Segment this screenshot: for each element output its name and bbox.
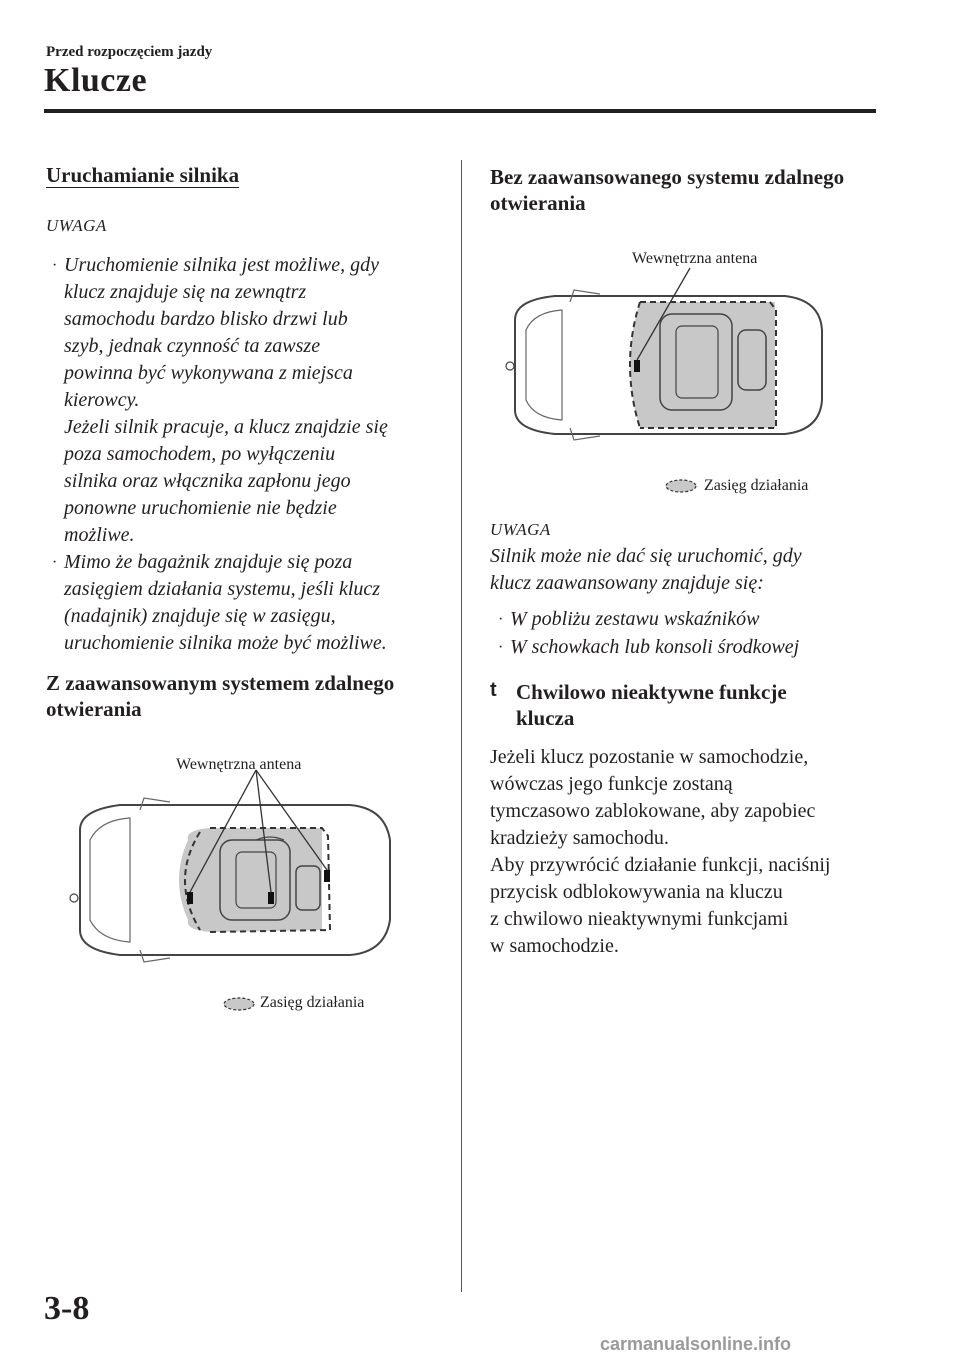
line: klucz znajduje się na zewnątrz [64,281,307,303]
figure-antenna-label: Wewnętrzna antena [176,756,302,773]
note-text [490,543,802,597]
note-bullet-1 [52,252,454,549]
line: Z zaawansowanym systemem zdalnego [46,671,395,695]
figure-range-label: Zasięg działania [260,994,365,1011]
bullet-dot: · [498,639,504,656]
line: silnika oraz włącznika zapłonu jego [64,470,351,492]
section-marker: t [490,679,497,701]
header-divider [44,109,876,113]
line: kierowcy. [64,389,140,411]
page-title: Klucze [44,62,148,99]
range-legend-icon [222,996,256,1012]
line: w samochodzie. [490,935,619,957]
line: wówczas jego funkcje zostaną [490,773,733,795]
line: uruchomienie silnika może być możliwe. [64,632,387,654]
line: otwierania [490,191,586,215]
subheading-advanced [46,670,394,722]
figure-antenna-label: Wewnętrzna antena [632,250,758,267]
line: z chwilowo nieaktywnymi funkcjami [490,908,789,930]
line: W schowkach lub konsoli środkowej [510,636,800,658]
note-bullet-1 [498,606,760,633]
bullet-dot: · [52,554,58,571]
section-header: Przed rozpoczęciem jazdy [46,44,213,60]
heading-no-advanced [490,164,844,216]
note-bullet-2 [498,634,800,661]
line: ponowne uruchomienie nie będzie [64,497,337,519]
line: przycisk odblokowywania na kluczu [490,881,783,903]
line: Mimo że bagażnik znajduje się poza [64,551,353,573]
line: Jeżeli silnik pracuje, a klucz znajdzie się [64,416,388,438]
car-figure-advanced [60,780,400,980]
bullet-dot: · [52,257,58,274]
page-number: 3-8 [44,1290,90,1327]
line: Jeżeli klucz pozostanie w samochodzie, [490,746,809,768]
line: klucza [516,706,575,730]
car-figure-basic [500,280,830,450]
note-bullet-2 [52,549,454,657]
line: Bez zaawansowanego systemu zdalnego [490,165,845,189]
bullet-dot: · [498,611,504,628]
note-label: UWAGA [46,216,107,235]
line: (nadajnik) znajduje się w zasięgu, [64,605,336,627]
line: szyb, jednak czynność ta zawsze [64,335,321,357]
line: otwierania [46,697,142,721]
line: Chwilowo nieaktywne funkcje [516,680,787,704]
line: powinna być wykonywana z miejsca [64,362,353,384]
figure-range-label: Zasięg działania [704,477,809,494]
body-text [490,744,890,960]
line: zasięgiem działania systemu, jeśli klucz [64,578,381,600]
line: możliwe. [64,524,135,546]
column-divider [461,160,462,1292]
heading-engine-start: Uruchamianie silnika [46,163,240,187]
line: klucz zaawansowany znajduje się: [490,572,764,594]
line: W pobliżu zestawu wskaźników [510,608,760,630]
line: poza samochodem, po wyłączeniu [64,443,336,465]
heading-inactive-functions [516,679,787,731]
line: Aby przywrócić działanie funkcji, naciśnij [490,854,831,876]
line: samochodu bardzo blisko drzwi lub [64,308,348,330]
watermark: carmanualsonline.info [600,1334,792,1354]
line: Silnik może nie dać się uruchomić, gdy [490,545,802,567]
note-label: UWAGA [490,520,551,539]
line: kradzieży samochodu. [490,827,669,849]
line: tymczasowo zablokowane, aby zapobiec [490,800,816,822]
range-legend-icon [664,478,698,494]
line: Uruchomienie silnika jest możliwe, gdy [64,254,379,276]
